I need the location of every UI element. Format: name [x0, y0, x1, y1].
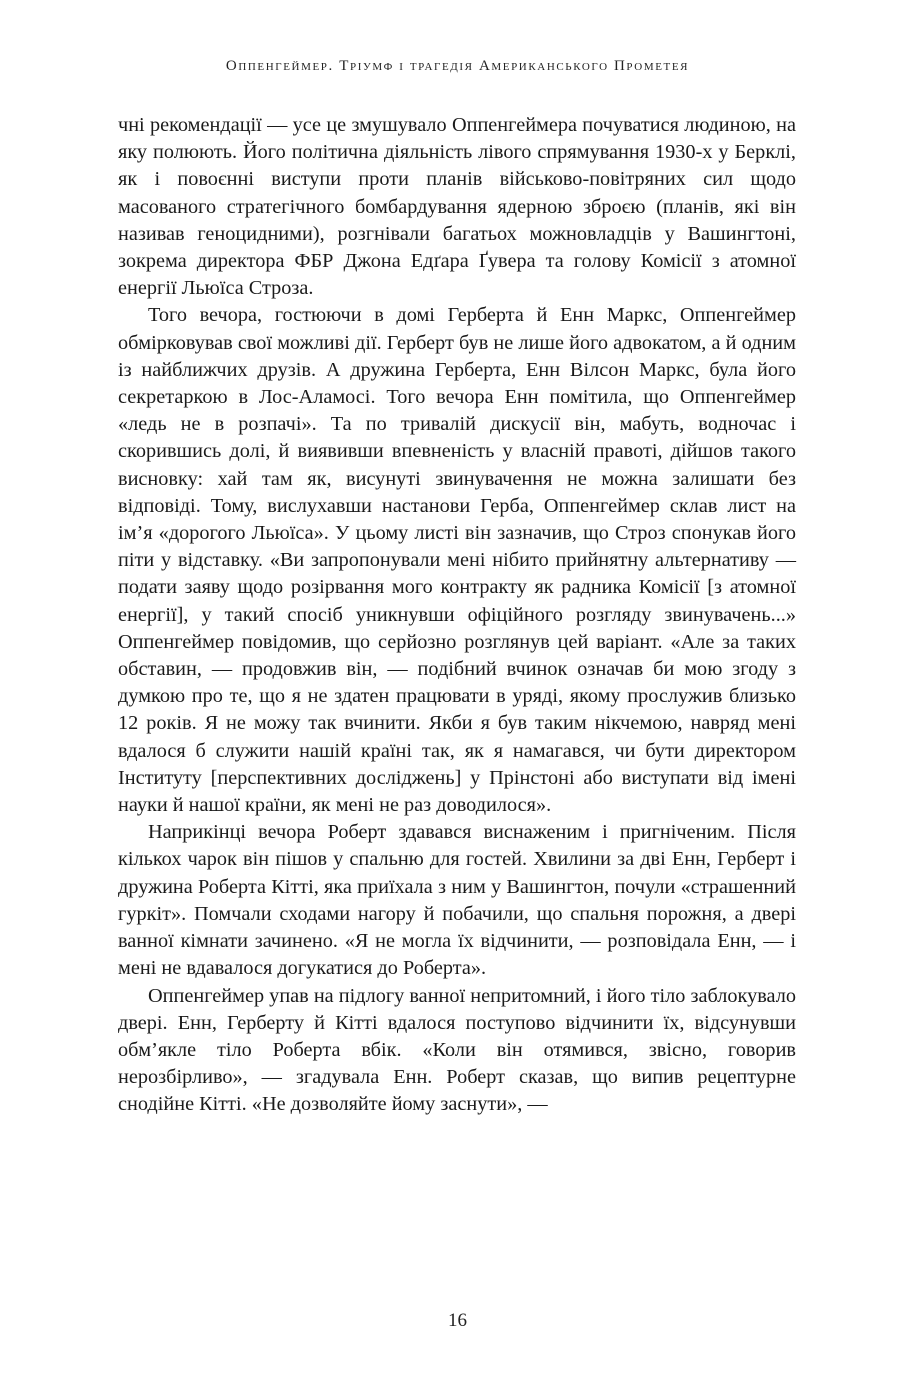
page-body	[118, 112, 796, 1119]
page-number: 16	[448, 1310, 467, 1331]
paragraph-4: Оппенгеймер упав на підлогу ванної непритомний, і його тіло заблокувало двері. Енн, Герберту й Кітті вдалося поступово відчинити їх, відсунувши обм’якле тіло Роберта вбік. «Коли він отямився, звісно, говорив нерозбірливо», — згадувала Енн. Роберт сказав, що випив рецептурне снодійне Кітті. «Не дозволяйте йому заснути», —	[118, 984, 796, 1116]
running-header: Оппенгеймер. Тріумф і трагедія Американського Прометея	[225, 58, 690, 74]
paragraph-3: Наприкінці вечора Роберт здавався виснаженим і пригніченим. Після кількох чарок він пішов у спальню для гостей. Хвилини за дві Енн, Герберт і дружина Роберта Кітті, яка приїхала з ним у Вашингтон, почули «страшенний гуркіт». Помчали сходами нагору й побачили, що спальня порожня, а двері ванної кімнати зачинено. «Я не могла їх відчинити, — розповідала Енн, — і мені не вдавалося догукатися до Роберта».	[118, 821, 796, 980]
paragraph-1: чні рекомендації — усе це змушувало Оппенгеймера почуватися людиною, на яку полюють. Його політична діяльність лівого спрямування 1930-х у Берклі, як і повоєнні виступи проти планів військово-повітряних сил щодо масованого стратегічного бомбардування ядерною зброєю (планів, які він називав геноцидними), розгнівали багатьох можновладців у Вашингтоні, зокрема директора ФБР Джона Едґара Ґувера та голову Комісії з атомної енергії Льюїса Строза.	[118, 114, 796, 300]
paragraph-2: Того вечора, гостюючи в домі Герберта й Енн Маркс, Оппенгеймер обмірковував свої можливі дії. Герберт був не лише його адвокатом, а й одним із найближчих друзів. А дружина Герберта, Енн Вілсон Маркс, була його секретаркою в Лос-Аламосі. Того вечора Енн помітила, що Оппенгеймер «ледь не в розпачі». Та по тривалій дискусії він, мабуть, водночас і скорившись долі, й виявивши впевненість у власній правоті, дійшов такого висновку: хай там як, висунуті звинувачення не можна залишати без відповіді. Тому, вислухавши настанови Герба, Оппенгеймер склав лист на ім’я «дорогого Льюїса». У цьому листі він зазначив, що Строз спонукав його піти у відставку. «Ви запропонували мені нібито прийнятну альтернативу — подати заяву щодо розірвання мого контракту як радника Комісії [з атомної енергії], у такий спосіб уникнувши офіційного розгляду звинувачень...» Оппенгеймер повідомив, що серйозно розглянув цей варіант. «Але за таких обставин, — продовжив він, — подібний вчинок означав би мою згоду з думкою про те, що я не здатен працювати в уряді, якому прослужив близько 12 років. Я не можу так вчинити. Якби я був таким нікчемою, навряд мені вдалося б служити нашій країні так, як я намагався, чи бути директором Інституту [перспективних досліджень] у Прінстоні або виступати від імені науки й нашої країни, як мені не раз доводилося».	[118, 304, 796, 817]
